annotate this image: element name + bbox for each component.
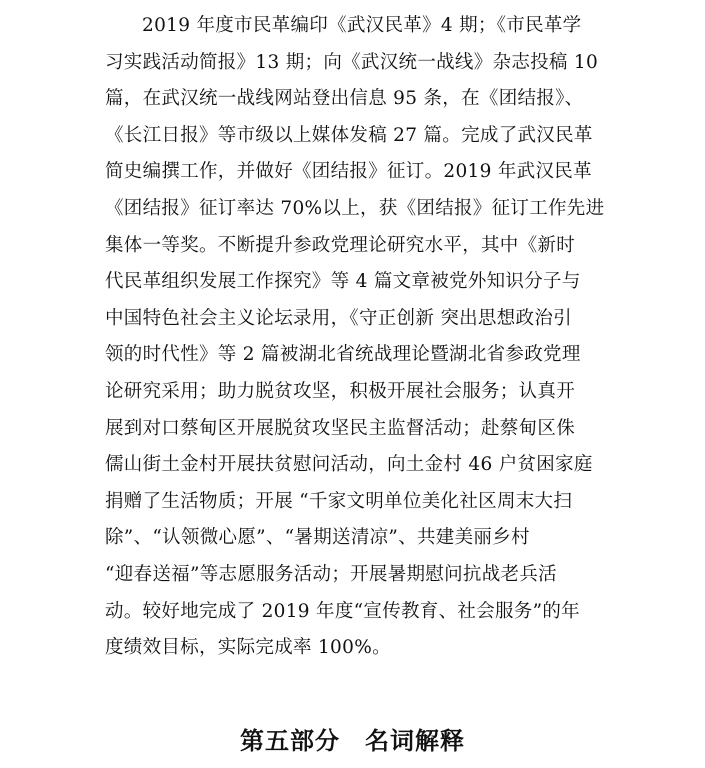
paragraph-line: 论研究采用；助力脱贫攻坚，积极开展社会服务；认真开 [105,380,576,402]
paragraph-line: 儒山街土金村开展扶贫慰问活动，向土金村 46 户贫困家庭 [105,454,593,476]
paragraph-line: 中国特色社会主义论坛录用，《守正创新 突出思想政治引 [105,307,572,329]
paragraph-line: 动。较好地完成了 2019 年度“宣传教育、社会服务”的年 [105,600,580,622]
paragraph-line: 《长江日报》等市级以上媒体发稿 27 篇。完成了武汉民革 [105,124,593,146]
section-heading: 第五部分 名词解释 [240,727,465,755]
paragraph-line: 除”、“认领微心愿”、“暑期送清凉”、共建美丽乡村 [105,527,530,549]
paragraph-line: 捐赠了生活物质；开展 “千家文明单位美化社区周末大扫 [105,490,573,512]
paragraph-line: 代民革组织发展工作探究》等 4 篇文章被党外知识分子与 [105,271,581,293]
paragraph-line: 《团结报》征订率达 70%以上，获《团结报》征订工作先进 [105,197,605,219]
paragraph-line: 领的时代性》等 2 篇被湖北省统战理论暨湖北省参政党理 [105,344,581,366]
paragraph-line: 篇，在武汉统一战线网站登出信息 95 条，在《团结报》、 [105,88,584,110]
paragraph-line: 集体一等奖。不断提升参政党理论研究水平，其中《新时 [105,234,576,256]
paragraph-line: 简史编撰工作，并做好《团结报》征订。2019 年武汉民革 [105,161,592,183]
body-paragraph [105,8,605,667]
paragraph-line: “迎春送福”等志愿服务活动；开展暑期慰问抗战老兵活 [105,563,557,585]
paragraph-line: 2019 年度市民革编印《武汉民革》4 期；《市民革学 [142,15,582,36]
paragraph-line: 展到对口蔡甸区开展脱贫攻坚民主监督活动；赴蔡甸区侏 [105,417,576,439]
paragraph-line: 习实践活动简报》13 期；向《武汉统一战线》杂志投稿 10 [105,51,599,73]
paragraph-line: 度绩效目标，实际完成率 100%。 [105,637,391,659]
